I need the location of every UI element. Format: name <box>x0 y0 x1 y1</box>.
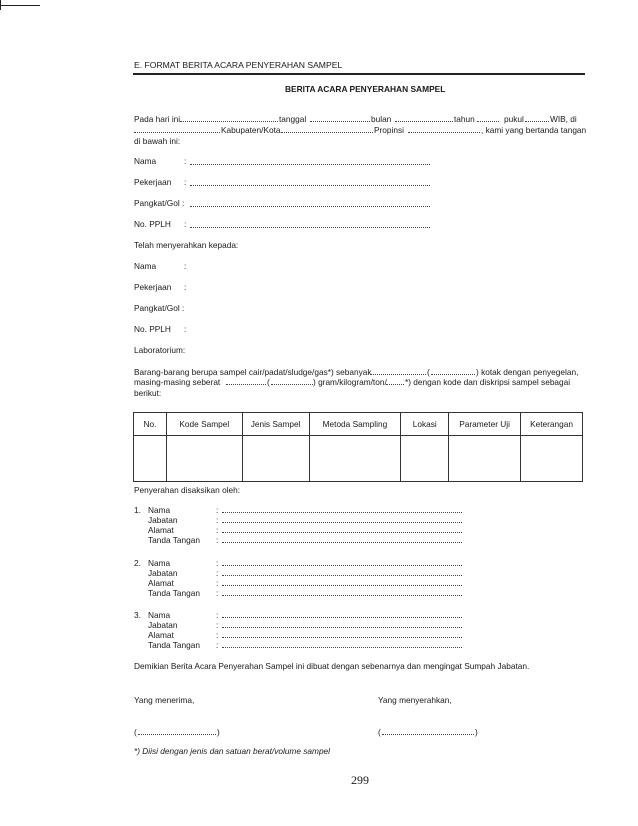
intro-signers-text: , kami yang bertanda tangan <box>481 125 587 135</box>
goods-weight-field[interactable] <box>226 384 266 385</box>
witness1-number: 1. <box>134 505 141 515</box>
receiver-signature-field[interactable] <box>138 734 216 735</box>
table-header-keterangan: Keterangan <box>521 413 583 436</box>
goods-count-field[interactable] <box>370 374 426 375</box>
party1-pangkat-field[interactable] <box>190 206 430 207</box>
witness1-alamat-field[interactable] <box>222 532 462 533</box>
party2-pplh-label: No. PPLH <box>134 324 171 334</box>
table-cell[interactable] <box>166 436 242 482</box>
intro-tahun-label: tahun <box>454 114 475 124</box>
table-cell[interactable] <box>449 436 521 482</box>
table-cell[interactable] <box>309 436 401 482</box>
intro-hari-field[interactable] <box>180 121 278 122</box>
table-header-kode: Kode Sampel <box>166 413 242 436</box>
goods-weight-paren-open: ( <box>267 377 270 387</box>
witness3-nama-field[interactable] <box>222 617 462 618</box>
goods-line1-text: Barang-barang berupa sampel cair/padat/sludge/gas*) sebanyak <box>134 367 372 377</box>
giver-signature-field[interactable] <box>382 734 474 735</box>
witness2-jabatan-label: Jabatan <box>148 568 178 578</box>
goods-line2-end: *) dengan kode dan diskripsi sampel sebagai <box>405 377 571 387</box>
party1-nama-field[interactable] <box>190 164 430 165</box>
footnote: *) Diisi dengan jenis dan satuan berat/volume sampel <box>134 746 331 756</box>
giver-label: Yang menyerahkan, <box>378 695 452 705</box>
witness2-nama-label: Nama <box>148 558 171 568</box>
giver-signature-close: ) <box>475 727 478 737</box>
giver-signature-open: ( <box>378 727 381 737</box>
goods-count-paren-open: ( <box>427 367 430 377</box>
witness1-ttd-field[interactable] <box>222 542 462 543</box>
witness1-ttd-label: Tanda Tangan <box>148 535 200 545</box>
page-number: 299 <box>351 773 369 787</box>
witness2-nama-field[interactable] <box>222 565 462 566</box>
intro-bulan-field[interactable] <box>395 121 453 122</box>
witness3-alamat-label: Alamat <box>148 630 174 640</box>
section-heading: E. FORMAT BERITA ACARA PENYERAHAN SAMPEL <box>134 60 343 70</box>
witness2-alamat-label: Alamat <box>148 578 174 588</box>
party2-nama-colon: : <box>184 261 187 271</box>
witness1-jabatan-label: Jabatan <box>148 515 178 525</box>
intro-tahun-field[interactable] <box>477 121 499 122</box>
goods-weight-words-field[interactable] <box>271 384 313 385</box>
witness1-jabatan-colon: : <box>216 515 219 525</box>
party2-pangkat-colon: : <box>182 303 185 313</box>
table-cell[interactable] <box>521 436 583 482</box>
party1-pplh-field[interactable] <box>190 227 430 228</box>
header-rule <box>133 73 585 75</box>
goods-count-words-field[interactable] <box>431 374 475 375</box>
table-cell[interactable] <box>401 436 449 482</box>
party1-pplh-label: No. PPLH <box>134 219 171 229</box>
witness3-alamat-field[interactable] <box>222 637 462 638</box>
intro-propinsi-field[interactable] <box>408 132 480 133</box>
witness3-jabatan-colon: : <box>216 620 219 630</box>
table-header-parameter: Parameter Uji <box>449 413 521 436</box>
party1-pangkat-colon: : <box>182 198 185 208</box>
table-row <box>134 436 583 482</box>
witness3-ttd-field[interactable] <box>222 647 462 648</box>
intro-pukul-label: pukul <box>504 114 524 124</box>
witness2-ttd-field[interactable] <box>222 595 462 596</box>
witness1-nama-label: Nama <box>148 505 171 515</box>
witness3-jabatan-label: Jabatan <box>148 620 178 630</box>
witness2-number: 2. <box>134 558 141 568</box>
party2-nama-label: Nama <box>134 261 157 271</box>
witness3-alamat-colon: : <box>216 630 219 640</box>
intro-kabupaten-field[interactable] <box>281 132 373 133</box>
sample-table <box>133 412 583 482</box>
intro-propinsi-label: Propinsi <box>374 125 404 135</box>
witness2-alamat-field[interactable] <box>222 585 462 586</box>
witness1-nama-colon: : <box>216 505 219 515</box>
witness2-nama-colon: : <box>216 558 219 568</box>
witness1-alamat-colon: : <box>216 525 219 535</box>
witness3-ttd-colon: : <box>216 640 219 650</box>
table-header-no: No. <box>134 413 167 436</box>
witness3-number: 3. <box>134 610 141 620</box>
intro-below-text: di bawah ini: <box>134 136 181 146</box>
goods-line3-text: berikut: <box>134 388 162 398</box>
table-header-lokasi: Lokasi <box>401 413 449 436</box>
witness1-ttd-colon: : <box>216 535 219 545</box>
party1-pekerjaan-colon: : <box>184 177 187 187</box>
party2-pekerjaan-label: Pekerjaan <box>134 282 172 292</box>
goods-unit-text: ) gram/kilogram/ton/ <box>313 377 387 387</box>
handover-text: Telah menyerahkan kepada: <box>134 240 239 250</box>
witness2-jabatan-colon: : <box>216 568 219 578</box>
scan-mark-top-left <box>0 5 40 6</box>
goods-line1-end: ) kotak dengan penyegelan, <box>476 367 579 377</box>
goods-volume-field[interactable] <box>386 384 404 385</box>
goods-line2-text: masing-masing seberat <box>134 377 221 387</box>
witness2-alamat-colon: : <box>216 578 219 588</box>
closing-statement: Demikian Berita Acara Penyerahan Sampel ini dibuat dengan sebenarnya dan mengingat Sumpah Jabatan. <box>134 661 530 671</box>
witness3-ttd-label: Tanda Tangan <box>148 640 200 650</box>
witness2-jabatan-field[interactable] <box>222 575 462 576</box>
party1-nama-colon: : <box>184 156 187 166</box>
party1-nama-label: Nama <box>134 156 157 166</box>
intro-bulan-label: bulan <box>371 114 392 124</box>
intro-tanggal-label: tanggal <box>279 114 307 124</box>
document-title: BERITA ACARA PENYERAHAN SAMPEL <box>285 84 446 94</box>
party1-pangkat-label: Pangkat/Gol <box>134 198 180 208</box>
receiver-signature-open: ( <box>134 727 137 737</box>
table-header-row <box>134 413 583 436</box>
witness2-ttd-label: Tanda Tangan <box>148 588 200 598</box>
party1-pekerjaan-label: Pekerjaan <box>134 177 172 187</box>
intro-kabupaten-label: Kabupaten/Kota <box>221 125 281 135</box>
party1-pplh-colon: : <box>184 219 187 229</box>
intro-wib-label: WIB, di <box>550 114 577 124</box>
witness1-nama-field[interactable] <box>222 512 462 513</box>
intro-pukul-field[interactable] <box>525 121 549 122</box>
intro-location-field[interactable] <box>134 132 220 133</box>
witness1-jabatan-field[interactable] <box>222 522 462 523</box>
table-header-jenis: Jenis Sampel <box>242 413 309 436</box>
party1-pekerjaan-field[interactable] <box>190 185 430 186</box>
receiver-label: Yang menerima, <box>134 695 195 705</box>
receiver-signature-close: ) <box>217 727 220 737</box>
table-header-metoda: Metoda Sampling <box>309 413 401 436</box>
party2-pplh-colon: : <box>184 324 187 334</box>
table-cell[interactable] <box>134 436 167 482</box>
intro-hari-label: Pada hari ini <box>134 114 181 124</box>
witness1-alamat-label: Alamat <box>148 525 174 535</box>
party2-pekerjaan-colon: : <box>184 282 187 292</box>
table-cell[interactable] <box>242 436 309 482</box>
party2-pangkat-label: Pangkat/Gol <box>134 303 180 313</box>
laboratorium-label: Laboratorium: <box>134 345 186 355</box>
witness3-jabatan-field[interactable] <box>222 627 462 628</box>
witness3-nama-label: Nama <box>148 610 171 620</box>
witness2-ttd-colon: : <box>216 588 219 598</box>
scan-mark-left <box>0 0 1 10</box>
witness3-nama-colon: : <box>216 610 219 620</box>
witness-intro: Penyerahan disaksikan oleh: <box>134 485 241 495</box>
intro-tanggal-field[interactable] <box>310 121 370 122</box>
